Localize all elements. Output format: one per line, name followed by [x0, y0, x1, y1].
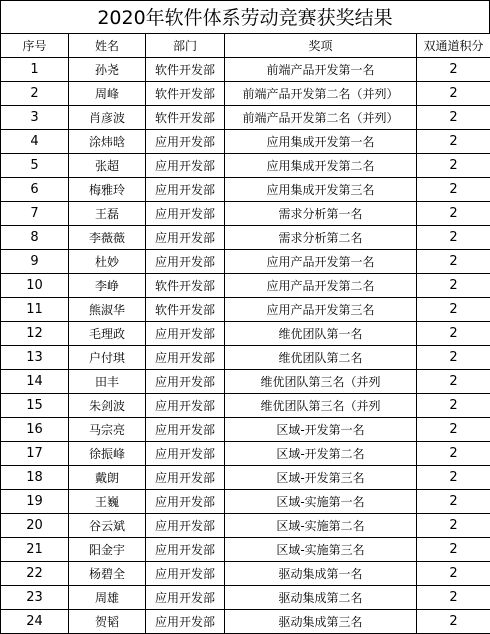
cell-name: 周峰 — [69, 82, 146, 106]
cell-department: 应用开发部 — [146, 250, 225, 274]
header-points: 双通道积分 — [417, 34, 490, 58]
cell-points: 2 — [417, 154, 490, 178]
cell-award: 需求分析第二名 — [225, 226, 417, 250]
table-row — [1, 226, 490, 250]
cell-award: 维优团队第三名（并列 — [225, 394, 417, 418]
cell-department: 软件开发部 — [146, 82, 225, 106]
cell-points: 2 — [417, 274, 490, 298]
cell-name: 阳金宇 — [69, 538, 146, 562]
table-body — [1, 58, 490, 634]
cell-department: 应用开发部 — [146, 490, 225, 514]
cell-department: 应用开发部 — [146, 226, 225, 250]
table-row — [1, 610, 490, 634]
cell-points: 2 — [417, 514, 490, 538]
cell-name: 戴朗 — [69, 466, 146, 490]
cell-department: 软件开发部 — [146, 274, 225, 298]
table-row — [1, 394, 490, 418]
table-row — [1, 322, 490, 346]
header-award: 奖项 — [225, 34, 417, 58]
table-row — [1, 418, 490, 442]
cell-department: 应用开发部 — [146, 586, 225, 610]
cell-points: 2 — [417, 490, 490, 514]
cell-department: 应用开发部 — [146, 442, 225, 466]
awards-table — [0, 33, 490, 634]
cell-department: 应用开发部 — [146, 418, 225, 442]
cell-index: 12 — [1, 322, 69, 346]
cell-points: 2 — [417, 370, 490, 394]
cell-index: 21 — [1, 538, 69, 562]
cell-points: 2 — [417, 226, 490, 250]
table-row — [1, 346, 490, 370]
cell-index: 14 — [1, 370, 69, 394]
cell-department: 应用开发部 — [146, 538, 225, 562]
cell-name: 熊淑华 — [69, 298, 146, 322]
table-row — [1, 202, 490, 226]
cell-name: 户付琪 — [69, 346, 146, 370]
table-row — [1, 490, 490, 514]
cell-name: 徐振峰 — [69, 442, 146, 466]
cell-index: 10 — [1, 274, 69, 298]
cell-name: 李峥 — [69, 274, 146, 298]
cell-points: 2 — [417, 58, 490, 82]
table-row — [1, 562, 490, 586]
cell-index: 1 — [1, 58, 69, 82]
cell-award: 区域-实施第一名 — [225, 490, 417, 514]
cell-name: 李薇薇 — [69, 226, 146, 250]
cell-name: 马宗亮 — [69, 418, 146, 442]
cell-award: 前端产品开发第二名（并列） — [225, 106, 417, 130]
cell-name: 贺韬 — [69, 610, 146, 634]
cell-award: 区域-开发第二名 — [225, 442, 417, 466]
table-row — [1, 58, 490, 82]
cell-department: 应用开发部 — [146, 514, 225, 538]
cell-department: 应用开发部 — [146, 178, 225, 202]
cell-points: 2 — [417, 610, 490, 634]
cell-department: 软件开发部 — [146, 298, 225, 322]
cell-award: 前端产品开发第二名（并列） — [225, 82, 417, 106]
cell-points: 2 — [417, 586, 490, 610]
table-row — [1, 538, 490, 562]
cell-award: 应用产品开发第三名 — [225, 298, 417, 322]
cell-name: 杜妙 — [69, 250, 146, 274]
cell-department: 应用开发部 — [146, 346, 225, 370]
cell-department: 应用开发部 — [146, 202, 225, 226]
cell-award: 需求分析第一名 — [225, 202, 417, 226]
cell-award: 区域-开发第一名 — [225, 418, 417, 442]
cell-points: 2 — [417, 394, 490, 418]
cell-department: 应用开发部 — [146, 130, 225, 154]
cell-department: 应用开发部 — [146, 562, 225, 586]
header-department: 部门 — [146, 34, 225, 58]
cell-award: 维优团队第二名 — [225, 346, 417, 370]
cell-name: 孙尧 — [69, 58, 146, 82]
cell-index: 15 — [1, 394, 69, 418]
cell-name: 朱剑波 — [69, 394, 146, 418]
cell-points: 2 — [417, 202, 490, 226]
cell-index: 6 — [1, 178, 69, 202]
cell-department: 软件开发部 — [146, 106, 225, 130]
cell-points: 2 — [417, 538, 490, 562]
cell-points: 2 — [417, 178, 490, 202]
cell-points: 2 — [417, 250, 490, 274]
cell-index: 2 — [1, 82, 69, 106]
cell-department: 应用开发部 — [146, 322, 225, 346]
cell-index: 19 — [1, 490, 69, 514]
cell-points: 2 — [417, 298, 490, 322]
cell-name: 谷云斌 — [69, 514, 146, 538]
cell-points: 2 — [417, 442, 490, 466]
cell-index: 9 — [1, 250, 69, 274]
cell-award: 应用产品开发第二名 — [225, 274, 417, 298]
table-row — [1, 250, 490, 274]
cell-points: 2 — [417, 130, 490, 154]
cell-points: 2 — [417, 106, 490, 130]
cell-department: 应用开发部 — [146, 370, 225, 394]
cell-name: 田丰 — [69, 370, 146, 394]
header-row — [1, 34, 490, 58]
table-row — [1, 178, 490, 202]
sheet-title: 2020年软件体系劳动竞赛获奖结果 — [0, 0, 490, 34]
cell-award: 区域-实施第二名 — [225, 514, 417, 538]
cell-index: 22 — [1, 562, 69, 586]
cell-index: 17 — [1, 442, 69, 466]
cell-index: 24 — [1, 610, 69, 634]
cell-points: 2 — [417, 82, 490, 106]
table-row — [1, 106, 490, 130]
cell-index: 18 — [1, 466, 69, 490]
cell-department: 应用开发部 — [146, 394, 225, 418]
cell-points: 2 — [417, 418, 490, 442]
cell-name: 周雄 — [69, 586, 146, 610]
cell-award: 维优团队第一名 — [225, 322, 417, 346]
cell-department: 软件开发部 — [146, 58, 225, 82]
cell-name: 梅雅玲 — [69, 178, 146, 202]
cell-index: 13 — [1, 346, 69, 370]
table-row — [1, 154, 490, 178]
cell-index: 20 — [1, 514, 69, 538]
cell-award: 应用集成开发第一名 — [225, 130, 417, 154]
cell-award: 维优团队第三名（并列 — [225, 370, 417, 394]
cell-index: 5 — [1, 154, 69, 178]
cell-award: 应用产品开发第一名 — [225, 250, 417, 274]
cell-department: 应用开发部 — [146, 466, 225, 490]
cell-name: 毛理政 — [69, 322, 146, 346]
table-row — [1, 466, 490, 490]
cell-award: 前端产品开发第一名 — [225, 58, 417, 82]
table-row — [1, 442, 490, 466]
cell-index: 4 — [1, 130, 69, 154]
table-row — [1, 130, 490, 154]
table-row — [1, 586, 490, 610]
cell-index: 7 — [1, 202, 69, 226]
cell-index: 23 — [1, 586, 69, 610]
cell-award: 应用集成开发第三名 — [225, 178, 417, 202]
cell-name: 肖彦波 — [69, 106, 146, 130]
cell-award: 应用集成开发第二名 — [225, 154, 417, 178]
cell-award: 驱动集成第二名 — [225, 586, 417, 610]
cell-name: 王磊 — [69, 202, 146, 226]
table-row — [1, 514, 490, 538]
table-row — [1, 298, 490, 322]
header-name: 姓名 — [69, 34, 146, 58]
cell-index: 8 — [1, 226, 69, 250]
cell-department: 应用开发部 — [146, 610, 225, 634]
cell-points: 2 — [417, 562, 490, 586]
cell-index: 11 — [1, 298, 69, 322]
cell-name: 涂炜晗 — [69, 130, 146, 154]
cell-points: 2 — [417, 322, 490, 346]
table-row — [1, 370, 490, 394]
cell-index: 3 — [1, 106, 69, 130]
table-row — [1, 274, 490, 298]
cell-index: 16 — [1, 418, 69, 442]
table-row — [1, 82, 490, 106]
cell-award: 区域-开发第三名 — [225, 466, 417, 490]
cell-points: 2 — [417, 466, 490, 490]
cell-award: 驱动集成第一名 — [225, 562, 417, 586]
cell-name: 王巍 — [69, 490, 146, 514]
cell-name: 张超 — [69, 154, 146, 178]
header-index: 序号 — [1, 34, 69, 58]
cell-award: 区域-实施第三名 — [225, 538, 417, 562]
cell-points: 2 — [417, 346, 490, 370]
cell-department: 应用开发部 — [146, 154, 225, 178]
cell-award: 驱动集成第三名 — [225, 610, 417, 634]
cell-name: 杨碧全 — [69, 562, 146, 586]
